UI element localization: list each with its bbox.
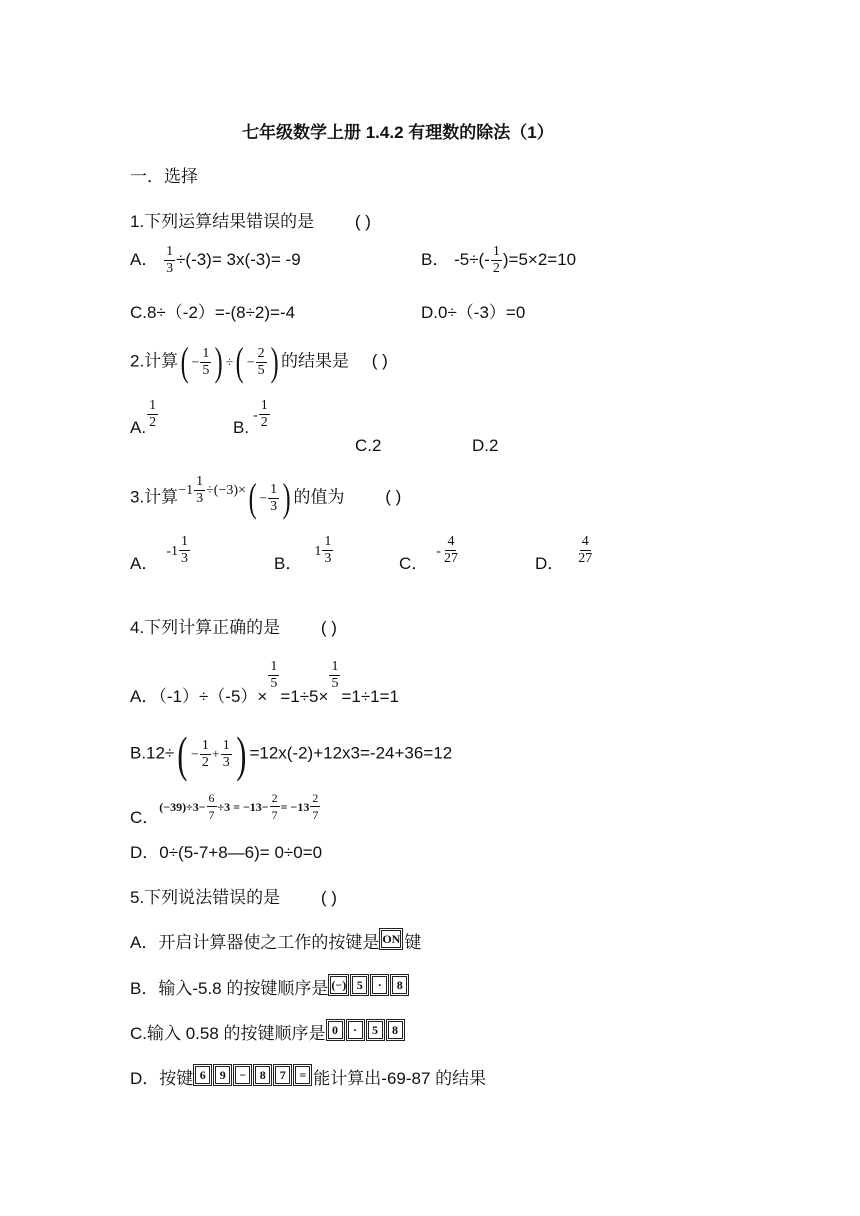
q2-option-b: B.- $\frac{1}{2}$ <box>233 398 268 437</box>
calculator-key: · <box>370 974 389 996</box>
q1-stem: 1.下列运算结果错误的是 <box>130 212 315 231</box>
question-4: 4.下列计算正确的是 ( ) <box>130 618 337 637</box>
calculator-key: 8 <box>390 974 409 996</box>
calculator-key: · <box>346 1019 365 1041</box>
calculator-key: − <box>233 1064 252 1086</box>
q2-option-c: C.2 <box>355 436 382 455</box>
q3-option-c: C．- $\frac{4}{27}$ <box>399 534 458 573</box>
calculator-key-on: ON <box>379 928 403 950</box>
q5-option-c: C.输入 0.58 的按键顺序是 0 · 5 8 <box>130 1019 406 1044</box>
page-title: 七年级数学上册 1.4.2 有理数的除法（1） <box>242 123 554 142</box>
q4-option-a: A．（-1）÷（-5）× $\frac{1}{5}$ =1÷5× $\frac{1}{5}$ =1÷1=1 <box>130 659 399 706</box>
calculator-key: 8 <box>386 1019 405 1041</box>
calculator-key: 9 <box>213 1064 232 1086</box>
q1-option-d: D.0÷（-3）=0 <box>421 303 526 322</box>
calculator-key-equals: = <box>293 1064 312 1086</box>
q3-option-a: A．$^{-1}$ $\frac{1}{3}$ <box>130 534 189 573</box>
q2-option-a: A. $\frac{1}{2}$ <box>130 398 157 437</box>
fraction: $\frac{1}{2}$ <box>492 244 500 276</box>
q1-option-b: B． -5÷(- $\frac{1}{2}$ )=5×2=10 <box>421 244 577 276</box>
q1-option-c: C.8÷（-2）=-(8÷2)=-4 <box>130 303 296 322</box>
section-heading: 一．选择 <box>130 167 198 186</box>
calculator-key: 8 <box>253 1064 272 1086</box>
q5-option-a: A．开启计算器使之工作的按键是 ON 键 <box>130 928 421 953</box>
question-3: 3.计算$^{-1}$ $\frac{1}{3}$ $^{\div(-3)\times}$( − $\frac{1}{3}$ ) 的值为 ( ) <box>130 473 402 520</box>
q3-option-d: D． $\frac{4}{27}$ <box>535 534 593 573</box>
calculator-key: 6 <box>193 1064 212 1086</box>
q3-option-b: B．$^1$ $\frac{1}{3}$ <box>274 534 332 573</box>
calculator-key: 0 <box>326 1019 345 1041</box>
calculator-key: 5 <box>350 974 369 996</box>
q5-option-d: D．按键 6 9 − 8 7 = 能计算出-69-87 的结果 <box>130 1064 486 1089</box>
question-5: 5.下列说法错误的是 ( ) <box>130 888 337 907</box>
question-2: 2.计算( − $\frac{1}{5}$ ) ÷( − $\frac{2}{5}$ ) 的结果是 ( ) <box>130 339 388 384</box>
question-1 <box>130 207 371 232</box>
calculator-key-negative: (−) <box>328 974 349 996</box>
q2-option-d: D.2 <box>472 436 499 455</box>
q1-blank: ( ) <box>354 212 371 231</box>
q4-option-d: D．0÷(5-7+8—6)= 0÷0=0 <box>130 843 323 862</box>
q4-option-b: B.12÷( − $\frac{1}{2}$ + $\frac{1}{3}$ ) =12x(-2)+12x3=-24+36=12 <box>130 726 453 782</box>
fraction: $\frac{1}{3}$ <box>166 244 174 276</box>
calculator-key: 5 <box>366 1019 385 1041</box>
q1-option-a: A． $\frac{1}{3}$ ÷(-3)= 3x(-3)= -9 <box>130 244 301 276</box>
calculator-key: 7 <box>273 1064 292 1086</box>
q5-option-b: B．输入-5.8 的按键顺序是 (−) 5 · 8 <box>130 974 410 999</box>
q4-option-c: C．(−39)÷3− $\frac{6}{7}$ ÷3 = −13− $\frac{2}{7}$ = −13 $\frac{2}{7}$ <box>130 791 319 827</box>
